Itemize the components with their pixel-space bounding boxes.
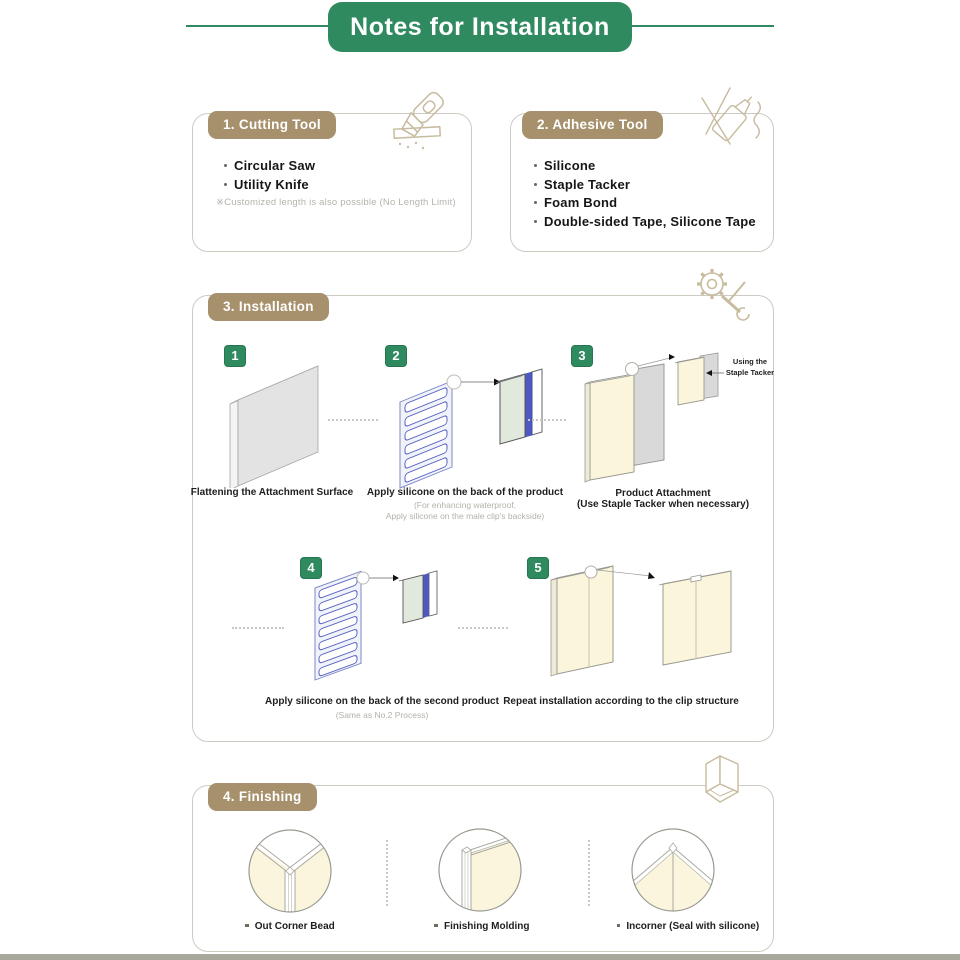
step1-caption: Flattening the Attachment Surface bbox=[190, 487, 354, 498]
step-badge-2: 2 bbox=[385, 345, 407, 367]
cutting-tool-note: ※Customized length is also possible (No Length Limit) bbox=[216, 197, 456, 208]
step3-diagram bbox=[578, 348, 728, 488]
staple-tacker-annotation bbox=[724, 356, 776, 378]
step4-caption: Apply silicone on the back of the second product bbox=[265, 696, 499, 707]
header-line-right bbox=[632, 25, 774, 27]
step3-caption-line2: (Use Staple Tacker when necessary) bbox=[576, 499, 750, 510]
adhesive-tool-label: 2. Adhesive Tool bbox=[522, 111, 663, 139]
finishing-circle-incorner bbox=[628, 825, 718, 915]
finishing-caption-molding: Finishing Molding bbox=[362, 921, 602, 932]
step1-diagram bbox=[222, 358, 332, 488]
corner-bead-icon bbox=[694, 752, 754, 816]
finishing-caption-incorner: Incorner (Seal with silicone) bbox=[568, 921, 808, 932]
step5-caption: Repeat installation according to the clip structure bbox=[503, 696, 739, 707]
finishing-circle-molding bbox=[435, 825, 525, 915]
step2-subcaption-2: Apply silicone on the male clip's backside) bbox=[385, 511, 545, 521]
tool-item-silicone: Silicone bbox=[534, 157, 756, 176]
tool-item-utility-knife: Utility Knife bbox=[224, 176, 315, 195]
step3-caption: Product Attachment bbox=[615, 488, 711, 499]
cutting-tool-list bbox=[224, 157, 315, 194]
silicone-gun-icon bbox=[696, 82, 770, 154]
step-badge-1: 1 bbox=[224, 345, 246, 367]
cutting-tool-label: 1. Cutting Tool bbox=[208, 111, 336, 139]
dotted-separator bbox=[328, 419, 378, 421]
gear-wrench-icon bbox=[688, 262, 754, 326]
step5-diagram bbox=[545, 560, 760, 685]
annotation-line-1: Using the bbox=[732, 357, 768, 366]
adhesive-tool-list bbox=[534, 157, 756, 231]
step2-caption: Apply silicone on the back of the product bbox=[366, 487, 564, 498]
dotted-separator bbox=[588, 840, 590, 906]
step-badge-4: 4 bbox=[300, 557, 322, 579]
step-badge-5: 5 bbox=[527, 557, 549, 579]
page-title: Notes for Installation bbox=[328, 2, 632, 52]
tool-item-staple-tacker: Staple Tacker bbox=[534, 176, 756, 195]
finishing-circle-out-corner bbox=[245, 826, 335, 916]
step2-diagram bbox=[382, 356, 562, 491]
utility-knife-icon bbox=[370, 84, 456, 154]
header-line-left bbox=[186, 25, 328, 27]
dotted-separator bbox=[528, 419, 566, 421]
dotted-separator bbox=[458, 627, 508, 629]
dotted-separator bbox=[386, 840, 388, 906]
step-badge-3: 3 bbox=[571, 345, 593, 367]
annotation-line-2: Staple Tacker bbox=[725, 368, 775, 377]
dotted-separator bbox=[232, 627, 284, 629]
tool-item-foam-bond: Foam Bond bbox=[534, 194, 756, 213]
step4-subcaption: (Same as No.2 Process) bbox=[335, 710, 429, 720]
step2-subcaption-1: (For enhancing waterproof, bbox=[413, 500, 517, 510]
footer-bar bbox=[0, 954, 960, 960]
tool-item-circular-saw: Circular Saw bbox=[224, 157, 315, 176]
finishing-caption-out-corner: Out Corner Bead bbox=[170, 921, 410, 932]
installation-label: 3. Installation bbox=[208, 293, 329, 321]
finishing-label: 4. Finishing bbox=[208, 783, 317, 811]
step4-diagram bbox=[303, 568, 443, 693]
tool-item-tapes: Double-sided Tape, Silicone Tape bbox=[534, 213, 756, 232]
